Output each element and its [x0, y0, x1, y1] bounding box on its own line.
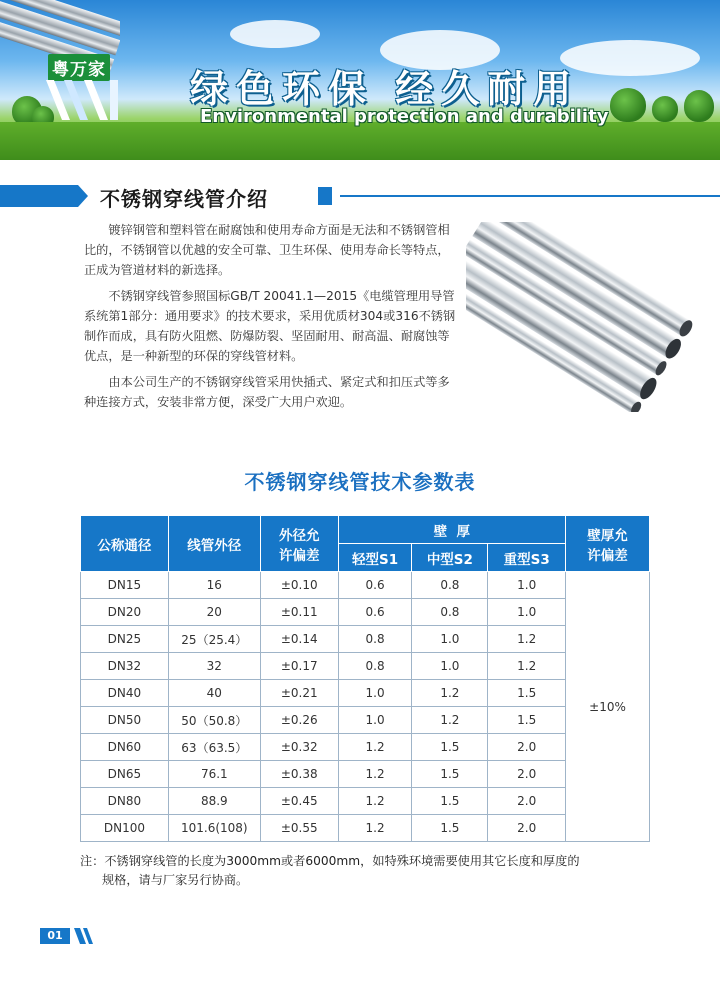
header-outer-tolerance-line2: 许偏差: [278, 547, 320, 564]
table-row: [81, 734, 650, 761]
slogan-chinese: 绿色环保 经久耐用: [190, 67, 580, 111]
header-outer-tolerance-line1: 外径允: [278, 527, 320, 544]
header-light-s1: 轻型S1: [338, 544, 412, 572]
cell-outer-tolerance: ±0.21: [260, 680, 338, 707]
cell-medium-s2: 1.2: [412, 707, 488, 734]
heading-left-bar: [0, 185, 78, 207]
cell-medium-s2: 1.0: [412, 653, 488, 680]
table-row: [81, 788, 650, 815]
heading-right-block: [318, 187, 332, 205]
cell-medium-s2: 1.5: [412, 761, 488, 788]
cell-nominal: DN20: [81, 599, 169, 626]
heading-right-line: [340, 195, 720, 197]
table-row: [81, 680, 650, 707]
cell-outer-tolerance: ±0.17: [260, 653, 338, 680]
intro-paragraph: 由本公司生产的不锈钢穿线管采用快插式、紧定式和扣压式等多种连接方式，安装非常方便，深受广大用户欢迎。: [84, 375, 450, 409]
cell-light-s1: 0.8: [338, 626, 412, 653]
header-medium-s2: 中型S2: [412, 544, 488, 572]
grass-field: [0, 122, 720, 160]
cell-outer-tolerance: ±0.11: [260, 599, 338, 626]
cell-outer-diameter: 16: [168, 572, 260, 599]
cell-light-s1: 0.6: [338, 599, 412, 626]
page-number: 01: [40, 928, 70, 944]
footnote-line1: 注：不锈钢穿线管的长度为3000mm或者6000mm，如特殊环境需要使用其它长度和厚度的: [80, 854, 580, 868]
intro-paragraph: 不锈钢穿线管参照国标GB/T 20041.1—2015《电缆管理用导管系统第1部分：通用要求》的技术要求，采用优质材304或316不锈钢制作而成，具有防火阻燃、防爆防裂、坚固耐用、耐高温、耐腐蚀等优点，是一种新型的环保的穿线管材料。: [84, 289, 456, 363]
header-wall-tolerance-line1: 壁厚允: [587, 527, 628, 544]
cell-outer-tolerance: ±0.45: [260, 788, 338, 815]
header-outer-diameter: 线管外径: [168, 516, 260, 572]
intro-text: [84, 220, 456, 418]
cell-nominal: DN25: [81, 626, 169, 653]
cell-outer-diameter: 101.6(108): [168, 815, 260, 842]
cell-heavy-s3: 2.0: [488, 788, 566, 815]
cell-heavy-s3: 1.5: [488, 707, 566, 734]
cell-outer-tolerance: ±0.14: [260, 626, 338, 653]
cell-heavy-s3: 1.5: [488, 680, 566, 707]
cell-outer-diameter: 63（63.5）: [168, 734, 260, 761]
header-wall-tolerance-line2: 许偏差: [587, 547, 628, 564]
cell-nominal: DN60: [81, 734, 169, 761]
cell-nominal: DN100: [81, 815, 169, 842]
header-heavy-s3: 重型S3: [488, 544, 566, 572]
cell-heavy-s3: 1.0: [488, 599, 566, 626]
cell-outer-diameter: 25（25.4）: [168, 626, 260, 653]
footnote-line2: 规格，请与厂家另行协商。: [102, 873, 249, 887]
cell-outer-tolerance: ±0.55: [260, 815, 338, 842]
cell-nominal: DN15: [81, 572, 169, 599]
cell-heavy-s3: 1.2: [488, 626, 566, 653]
header-nominal: 公称通径: [81, 516, 169, 572]
steel-pipes-image: [466, 222, 696, 412]
cell-nominal: DN80: [81, 788, 169, 815]
cell-medium-s2: 0.8: [412, 572, 488, 599]
page-slash-icon: [72, 926, 96, 946]
cell-nominal: DN50: [81, 707, 169, 734]
cell-light-s1: 1.0: [338, 680, 412, 707]
header-outer-tolerance: [260, 516, 338, 572]
cell-outer-diameter: 40: [168, 680, 260, 707]
table-row: [81, 815, 650, 842]
logo-mark-icon: [44, 76, 130, 124]
tree-shape: [652, 96, 678, 122]
cell-heavy-s3: 2.0: [488, 815, 566, 842]
intro-paragraph: 镀锌钢管和塑料管在耐腐蚀和使用寿命方面是无法和不锈钢管相比的，不锈钢管以优越的安全可靠、卫生环保、使用寿命长等特点，正成为管道材料的新选择。: [84, 223, 450, 277]
cell-outer-diameter: 20: [168, 599, 260, 626]
cell-outer-diameter: 32: [168, 653, 260, 680]
heading-arrow-icon: [78, 185, 88, 207]
table-row: [81, 572, 650, 599]
cell-medium-s2: 0.8: [412, 599, 488, 626]
cell-light-s1: 1.2: [338, 815, 412, 842]
table-row: [81, 626, 650, 653]
spec-table: [80, 515, 650, 842]
logo-text: 粤万家: [48, 54, 110, 81]
cell-medium-s2: 1.5: [412, 788, 488, 815]
table-row: [81, 599, 650, 626]
cell-heavy-s3: 1.2: [488, 653, 566, 680]
header-wall-thickness: 壁 厚: [338, 516, 565, 544]
cell-outer-diameter: 50（50.8）: [168, 707, 260, 734]
cloud-shape: [230, 20, 320, 48]
table-title: 不锈钢穿线管技术参数表: [244, 470, 476, 494]
cell-outer-tolerance: ±0.32: [260, 734, 338, 761]
slogan-english: Environmental protection and durability: [200, 106, 609, 127]
cell-wall-tolerance: ±10%: [566, 572, 650, 842]
tree-shape: [684, 90, 714, 122]
cell-outer-tolerance: ±0.26: [260, 707, 338, 734]
cell-heavy-s3: 2.0: [488, 734, 566, 761]
table-row: [81, 707, 650, 734]
cell-light-s1: 1.0: [338, 707, 412, 734]
table-row: [81, 761, 650, 788]
cell-heavy-s3: 2.0: [488, 761, 566, 788]
cell-heavy-s3: 1.0: [488, 572, 566, 599]
cell-medium-s2: 1.0: [412, 626, 488, 653]
cell-light-s1: 0.8: [338, 653, 412, 680]
header-banner: [0, 0, 720, 160]
cell-light-s1: 1.2: [338, 761, 412, 788]
cloud-shape: [560, 40, 700, 76]
cell-outer-diameter: 76.1: [168, 761, 260, 788]
footnote: [80, 852, 680, 890]
cell-nominal: DN40: [81, 680, 169, 707]
cell-light-s1: 0.6: [338, 572, 412, 599]
cell-nominal: DN65: [81, 761, 169, 788]
cell-nominal: DN32: [81, 653, 169, 680]
cell-medium-s2: 1.5: [412, 815, 488, 842]
header-wall-tolerance: [566, 516, 650, 572]
cell-outer-tolerance: ±0.10: [260, 572, 338, 599]
cell-light-s1: 1.2: [338, 788, 412, 815]
tree-shape: [610, 88, 646, 122]
cell-medium-s2: 1.2: [412, 680, 488, 707]
spec-table-body: [81, 572, 650, 842]
cell-outer-tolerance: ±0.38: [260, 761, 338, 788]
table-row: [81, 653, 650, 680]
cell-medium-s2: 1.5: [412, 734, 488, 761]
cell-outer-diameter: 88.9: [168, 788, 260, 815]
cell-light-s1: 1.2: [338, 734, 412, 761]
section-title: 不锈钢穿线管介绍: [100, 187, 268, 211]
